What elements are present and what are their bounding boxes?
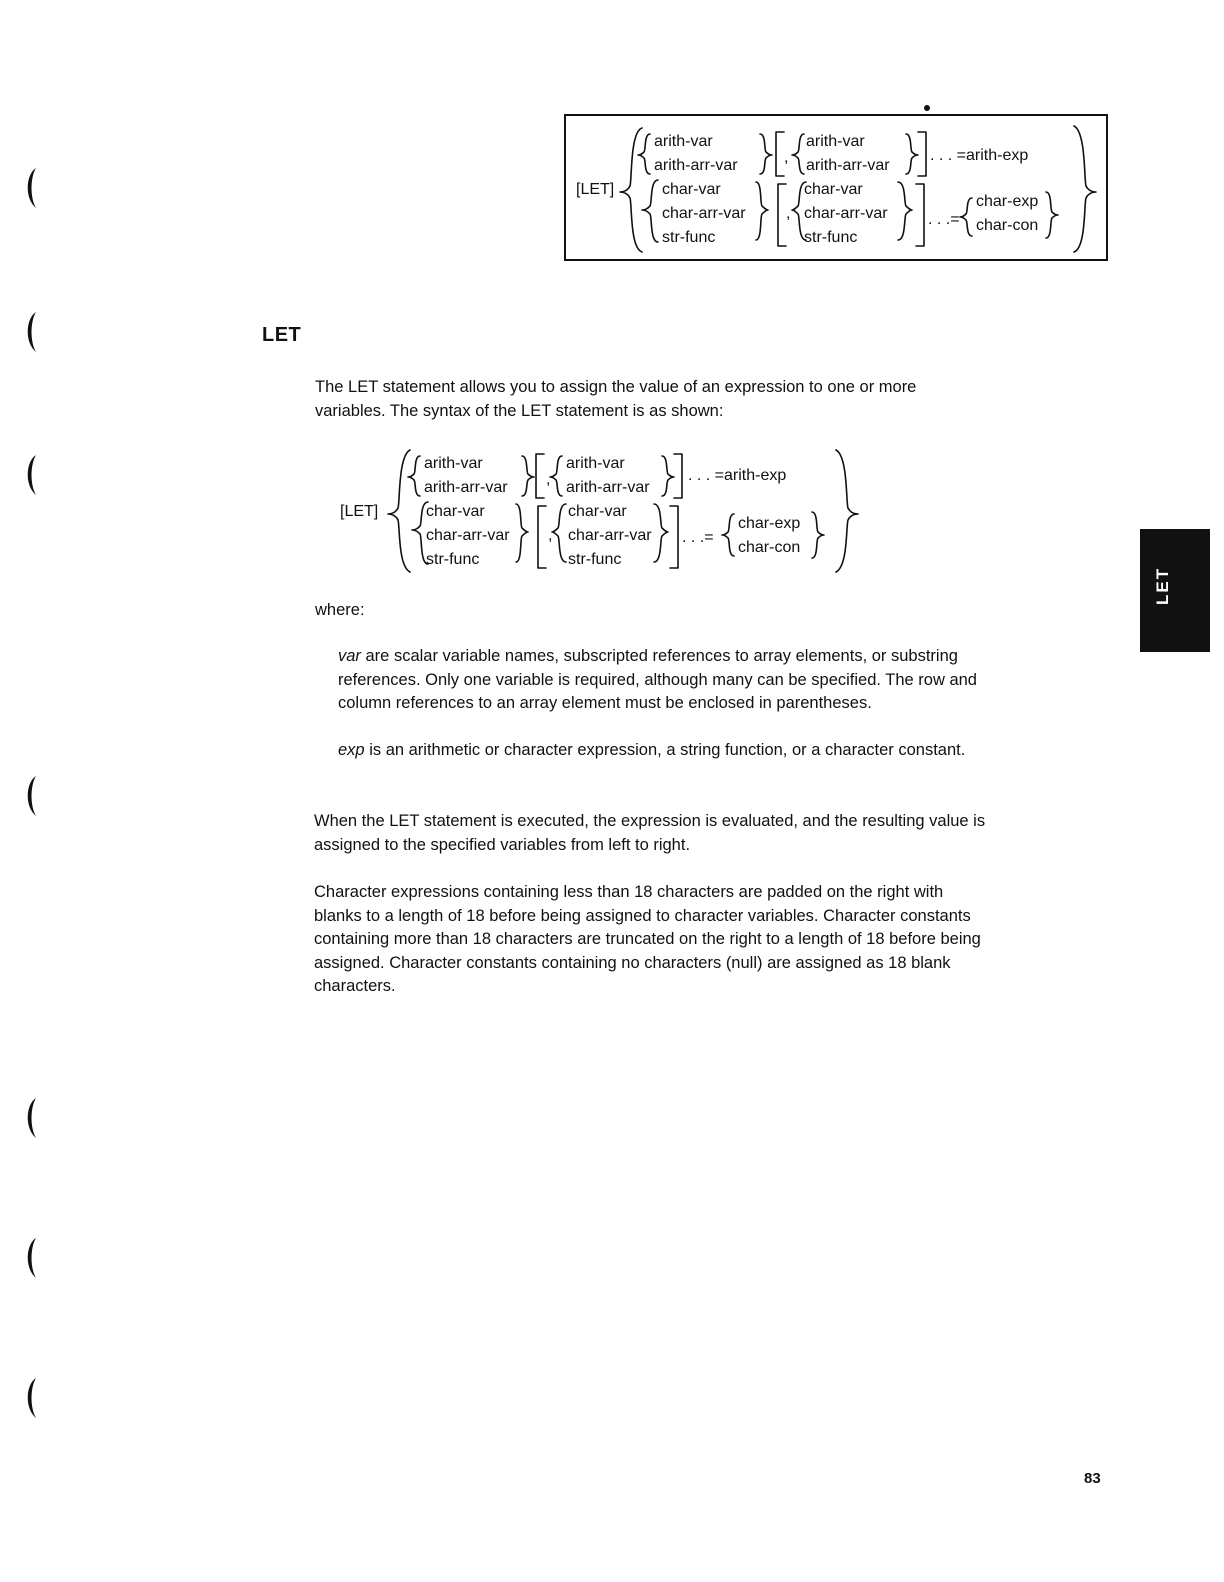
syntax-char-var: char-var — [804, 181, 863, 198]
syntax-str-func: str-func — [662, 229, 716, 246]
syntax-str-func: str-func — [568, 551, 622, 568]
syntax-char-arr-var: char-arr-var — [662, 205, 746, 222]
syntax-char-var: char-var — [568, 503, 627, 520]
page-number: 83 — [1084, 1470, 1101, 1487]
syntax-arith-arr-var: arith-arr-var — [654, 157, 738, 174]
padding-paragraph: Character expressions containing less than 18 characters are padded on the right with blanks to a length of 18 before being assigned to character variables. Character constants containing more than 18 characters are truncated on the right to a length of 18 before being assigned. Character constants containing no characters (null) are assigned as 18 blank characters. — [314, 883, 981, 996]
binder-mark — [22, 455, 38, 495]
section-heading: LET — [262, 324, 302, 346]
var-term: var — [338, 647, 361, 665]
binder-mark — [22, 168, 38, 208]
syntax-arith-var: arith-var — [566, 455, 625, 472]
syntax-arith-arr-var: arith-arr-var — [566, 479, 650, 496]
syntax-diagram-inline — [340, 444, 860, 574]
var-definition — [338, 645, 998, 716]
binder-mark — [22, 1098, 38, 1138]
section-tab — [1140, 529, 1210, 652]
syntax-str-func: str-func — [804, 229, 858, 246]
exp-term: exp — [338, 741, 365, 759]
syntax-arith-var: arith-var — [806, 133, 865, 150]
execution-paragraph: When the LET statement is executed, the expression is evaluated, and the resulting value is assigned to the specified variables from left to right. — [314, 812, 986, 854]
syntax-arith-arr-var: arith-arr-var — [424, 479, 508, 496]
syntax-char-arr-var: char-arr-var — [426, 527, 510, 544]
syntax-comma: , — [784, 149, 789, 166]
syntax-char-exp: char-exp — [738, 515, 801, 532]
syntax-comma: , — [548, 527, 553, 544]
syntax-ellipsis-char: . . .= — [928, 211, 960, 228]
syntax-char-arr-var: char-arr-var — [568, 527, 652, 544]
syntax-char-var: char-var — [662, 181, 721, 198]
syntax-char-var: char-var — [426, 503, 485, 520]
syntax-comma: , — [786, 205, 791, 222]
syntax-ellipsis-arith: . . . =arith-exp — [688, 467, 787, 484]
syntax-char-con: char-con — [738, 539, 801, 556]
syntax-comma: , — [546, 471, 551, 488]
let-keyword: [LET] — [576, 181, 615, 198]
syntax-ellipsis-arith: . . . =arith-exp — [930, 147, 1029, 164]
binder-mark — [22, 776, 38, 816]
syntax-arith-var: arith-var — [424, 455, 483, 472]
where-label: where: — [315, 601, 365, 619]
section-tab-label: LET — [1153, 566, 1172, 605]
var-description: are scalar variable names, subscripted references to array elements, or substring references. Only one variable is required, although many can be specified. The row and column references to an array element must be enclosed in parentheses. — [338, 647, 977, 713]
syntax-ellipsis-char: . . .= — [682, 529, 714, 546]
exp-definition — [338, 739, 968, 763]
syntax-str-func: str-func — [426, 551, 480, 568]
binder-mark — [22, 1238, 38, 1278]
bullet-mark — [924, 105, 930, 111]
exp-description: is an arithmetic or character expression, a string function, or a character constant. — [364, 741, 966, 759]
syntax-char-con: char-con — [976, 217, 1039, 234]
let-keyword: [LET] — [340, 503, 379, 520]
binder-mark — [22, 312, 38, 352]
syntax-arith-var: arith-var — [654, 133, 713, 150]
syntax-arith-arr-var: arith-arr-var — [806, 157, 890, 174]
syntax-char-exp: char-exp — [976, 193, 1039, 210]
syntax-char-arr-var: char-arr-var — [804, 205, 888, 222]
syntax-diagram-boxed — [570, 120, 1100, 255]
intro-paragraph: The LET statement allows you to assign the value of an expression to one or more variables. The syntax of the LET statement is as shown: — [315, 378, 917, 420]
binder-mark — [22, 1378, 38, 1418]
